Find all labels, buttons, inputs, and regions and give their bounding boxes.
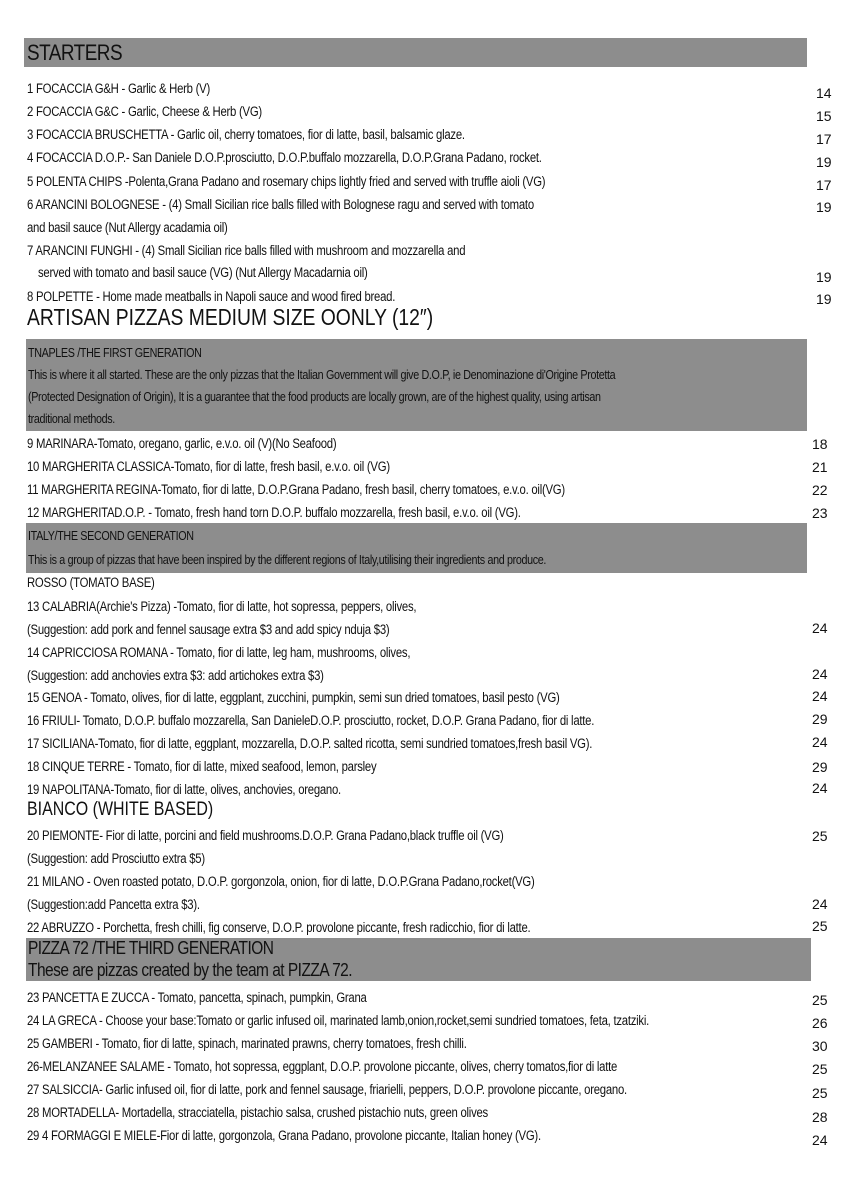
- item-price: 19: [816, 154, 832, 170]
- item-price: 19: [816, 199, 832, 215]
- item-price: 17: [816, 131, 832, 147]
- menu-item-4: [0, 147, 865, 169]
- pizza72-intro: These are pizzas created by the team at PIZZA 72.: [28, 960, 353, 980]
- menu-item-2: [0, 101, 865, 123]
- item-description: 7 ARANCINI FUNGHI - (4) Small Sicilian rice balls filled with mushroom and mozzarella and: [27, 243, 466, 258]
- item-description: 16 FRIULI- Tomato, D.O.P. buffalo mozzarella, San DanieleD.O.P. prosciutto, rocket, D.O.P. Grana Padano, fior di latte.: [27, 713, 595, 728]
- item-price: 24: [812, 1132, 828, 1148]
- item-description: 24 LA GRECA - Choose your base:Tomato or garlic infused oil, marinated lamb,onion,rocket,semi sundried tomatoes, feta, tzatziki.: [27, 1013, 650, 1028]
- item-price: 22: [812, 482, 828, 498]
- item-description: 2 FOCACCIA G&C - Garlic, Cheese & Herb (VG): [27, 104, 262, 119]
- item-price: 19: [816, 291, 832, 307]
- rosso-heading: ROSSO (TOMATO BASE): [27, 575, 155, 590]
- item-price: 15: [816, 108, 832, 124]
- menu-item-17: [0, 733, 865, 755]
- naples-intro-line-3: traditional methods.: [28, 412, 115, 426]
- item-description: 23 PANCETTA E ZUCCA - Tomato, pancetta, spinach, pumpkin, Grana: [27, 990, 367, 1005]
- item-description: 20 PIEMONTE- Fior di latte, porcini and field mushrooms.D.O.P. Grana Padano,black truffle oil (VG): [27, 828, 504, 843]
- item-description: 8 POLPETTE - Home made meatballs in Napoli sauce and wood fired bread.: [27, 289, 396, 304]
- item-price: 17: [816, 177, 832, 193]
- item-description: 27 SALSICCIA- Garlic infused oil, fior di latte, pork and fennel sausage, friarielli, peppers, D.O.P. provolone piccante, oregano.: [27, 1082, 627, 1097]
- item-description: 13 CALABRIA(Archie's Pizza) -Tomato, fior di latte, hot sopressa, peppers, olives,: [27, 599, 417, 614]
- item-description: 1 FOCACCIA G&H - Garlic & Herb (V): [27, 81, 210, 96]
- item-description: 3 FOCACCIA BRUSCHETTA - Garlic oil, cherry tomatoes, fior di latte, basil, balsamic glaze.: [27, 127, 465, 142]
- item-price: 30: [812, 1038, 828, 1054]
- item-description: 5 POLENTA CHIPS -Polenta,Grana Padano and rosemary chips lightly fried and served with truffle aioli (VG): [27, 174, 546, 189]
- item-description: 6 ARANCINI BOLOGNESE - (4) Small Sicilian rice balls filled with Bolognese ragu and served with tomato: [27, 197, 534, 212]
- item-price: 25: [812, 1061, 828, 1077]
- item-price: 29: [812, 759, 828, 775]
- menu-item-28: [0, 1102, 865, 1124]
- item-price: 24: [812, 620, 828, 636]
- menu-item-5: [0, 171, 865, 193]
- menu-item-13: [0, 596, 865, 640]
- pizza72-title: PIZZA 72 /THE THIRD GENERATION: [28, 938, 274, 958]
- italy-section-band: [26, 523, 807, 573]
- menu-item-6: [0, 194, 865, 238]
- menu-item-14: [0, 642, 865, 686]
- item-description: 21 MILANO - Oven roasted potato, D.O.P. gorgonzola, onion, fior di latte, D.O.P.Grana Padano,rocket(VG): [27, 874, 535, 889]
- item-description: 25 GAMBERI - Tomato, fior di latte, spinach, marinated prawns, cherry tomatoes, fresh chilli.: [27, 1036, 467, 1051]
- item-description: 15 GENOA - Tomato, olives, fior di latte, eggplant, zucchini, pumpkin, semi sun dried tomatoes, basil pesto (VG): [27, 690, 560, 705]
- menu-item-23: [0, 987, 865, 1009]
- starters-title: STARTERS: [27, 40, 123, 65]
- italy-intro: This is a group of pizzas that have been inspired by the different regions of Italy,utilising their ingredients and produce.: [28, 553, 547, 567]
- item-price: 19: [816, 269, 832, 285]
- item-description: 9 MARINARA-Tomato, oregano, garlic, e.v.o. oil (V)(No Seafood): [27, 436, 337, 451]
- item-description: 12 MARGHERITAD.O.P. - Tomato, fresh hand torn D.O.P. buffalo mozzarella, fresh basil, e.v.o. oil (VG).: [27, 505, 521, 520]
- rosso-label: [0, 572, 865, 594]
- menu-item-22: [0, 917, 865, 939]
- menu-item-26: [0, 1056, 865, 1078]
- menu-item-29: [0, 1125, 865, 1147]
- pizza72-section-band: [26, 938, 811, 981]
- menu-item-1: [0, 78, 865, 100]
- item-description: 29 4 FORMAGGI E MIELE-Fior di latte, gorgonzola, Grana Padano, provolone piccante, Italian honey (VG).: [27, 1128, 541, 1143]
- menu-item-19: [0, 779, 865, 801]
- italy-title: ITALY/THE SECOND GENERATION: [28, 529, 194, 543]
- item-price: 14: [816, 85, 832, 101]
- item-description: 17 SICILIANA-Tomato, fior di latte, eggplant, mozzarella, D.O.P. salted ricotta, semi sundried tomatoes,fresh basil VG).: [27, 736, 593, 751]
- menu-item-20: [0, 825, 865, 869]
- menu-item-11: [0, 479, 865, 501]
- naples-section-band: [26, 339, 807, 431]
- menu-item-9: [0, 433, 865, 455]
- item-description-line2: (Suggestion: add Prosciutto extra $5): [27, 851, 205, 866]
- menu-item-25: [0, 1033, 865, 1055]
- item-description: 28 MORTADELLA- Mortadella, stracciatella, pistachio salsa, crushed pistachio nuts, green olives: [27, 1105, 488, 1120]
- menu-item-18: [0, 756, 865, 778]
- item-description-line2: (Suggestion:add Pancetta extra $3).: [27, 897, 200, 912]
- starters-header-band: [24, 38, 807, 67]
- item-price: 25: [812, 828, 828, 844]
- item-price: 25: [812, 1085, 828, 1101]
- item-price: 24: [812, 734, 828, 750]
- menu-item-16: [0, 710, 865, 732]
- item-description: 11 MARGHERITA REGINA-Tomato, fior di latte, D.O.P.Grana Padano, fresh basil, cherry tomatoes, e.v.o. oil(VG): [27, 482, 565, 497]
- item-description-line2: (Suggestion: add pork and fennel sausage extra $3 and add spicy nduja $3): [27, 622, 390, 637]
- item-price: 21: [812, 459, 828, 475]
- item-price: 24: [812, 688, 828, 704]
- item-description-line2: and basil sauce (Nut Allergy acadamia oil): [27, 220, 228, 235]
- item-description: 4 FOCACCIA D.O.P.- San Daniele D.O.P.prosciutto, D.O.P.buffalo mozzarella, D.O.P.Grana Padano, rocket.: [27, 150, 542, 165]
- menu-item-3: [0, 124, 865, 146]
- item-description: 26-MELANZANEE SALAME - Tomato, hot sopressa, eggplant, D.O.P. provolone piccante, olives, cherry tomatos,fior di latte: [27, 1059, 618, 1074]
- menu-item-10: [0, 456, 865, 478]
- item-description-line2: served with tomato and basil sauce (VG) (Nut Allergy Macadarnia oil): [38, 265, 368, 280]
- item-price: 26: [812, 1015, 828, 1031]
- item-description: 10 MARGHERITA CLASSICA-Tomato, fior di latte, fresh basil, e.v.o. oil (VG): [27, 459, 390, 474]
- item-description-line2: (Suggestion: add anchovies extra $3: add artichokes extra $3): [27, 668, 324, 683]
- menu-item-27: [0, 1079, 865, 1101]
- item-description: 19 NAPOLITANA-Tomato, fior di latte, olives, anchovies, oregano.: [27, 782, 341, 797]
- naples-intro-line-2: (Protected Designation of Origin), It is a guarantee that the food products are locally grown, are of the highest quality, using artisan: [28, 390, 601, 404]
- naples-intro-line-1: This is where it all started. These are the only pizzas that the Italian Government will give D.O.P, ie Denominazione di'Origine Protetta: [28, 368, 616, 382]
- item-price: 23: [812, 505, 828, 521]
- menu-item-12: [0, 502, 865, 524]
- item-description: 22 ABRUZZO - Porchetta, fresh chilli, fig conserve, D.O.P. provolone piccante, fresh radicchio, fior di latte.: [27, 920, 531, 935]
- item-price: 24: [812, 666, 828, 682]
- naples-title: TNAPLES /THE FIRST GENERATION: [28, 346, 202, 360]
- artisan-pizzas-heading: ARTISAN PIZZAS MEDIUM SIZE OONLY (12″): [27, 304, 434, 330]
- menu-item-7: [0, 240, 865, 284]
- bianco-heading: BIANCO (WHITE BASED): [27, 799, 214, 820]
- menu-item-21: [0, 871, 865, 915]
- item-price: 24: [812, 780, 828, 796]
- item-price: 25: [812, 992, 828, 1008]
- item-price: 25: [812, 918, 828, 934]
- item-description: 14 CAPRICCIOSA ROMANA - Tomato, fior di latte, leg ham, mushrooms, olives,: [27, 645, 411, 660]
- item-price: 29: [812, 711, 828, 727]
- item-price: 18: [812, 436, 828, 452]
- menu-item-15: [0, 687, 865, 709]
- menu-item-24: [0, 1010, 865, 1032]
- item-price: 28: [812, 1109, 828, 1125]
- item-description: 18 CINQUE TERRE - Tomato, fior di latte, mixed seafood, lemon, parsley: [27, 759, 377, 774]
- item-price: 24: [812, 896, 828, 912]
